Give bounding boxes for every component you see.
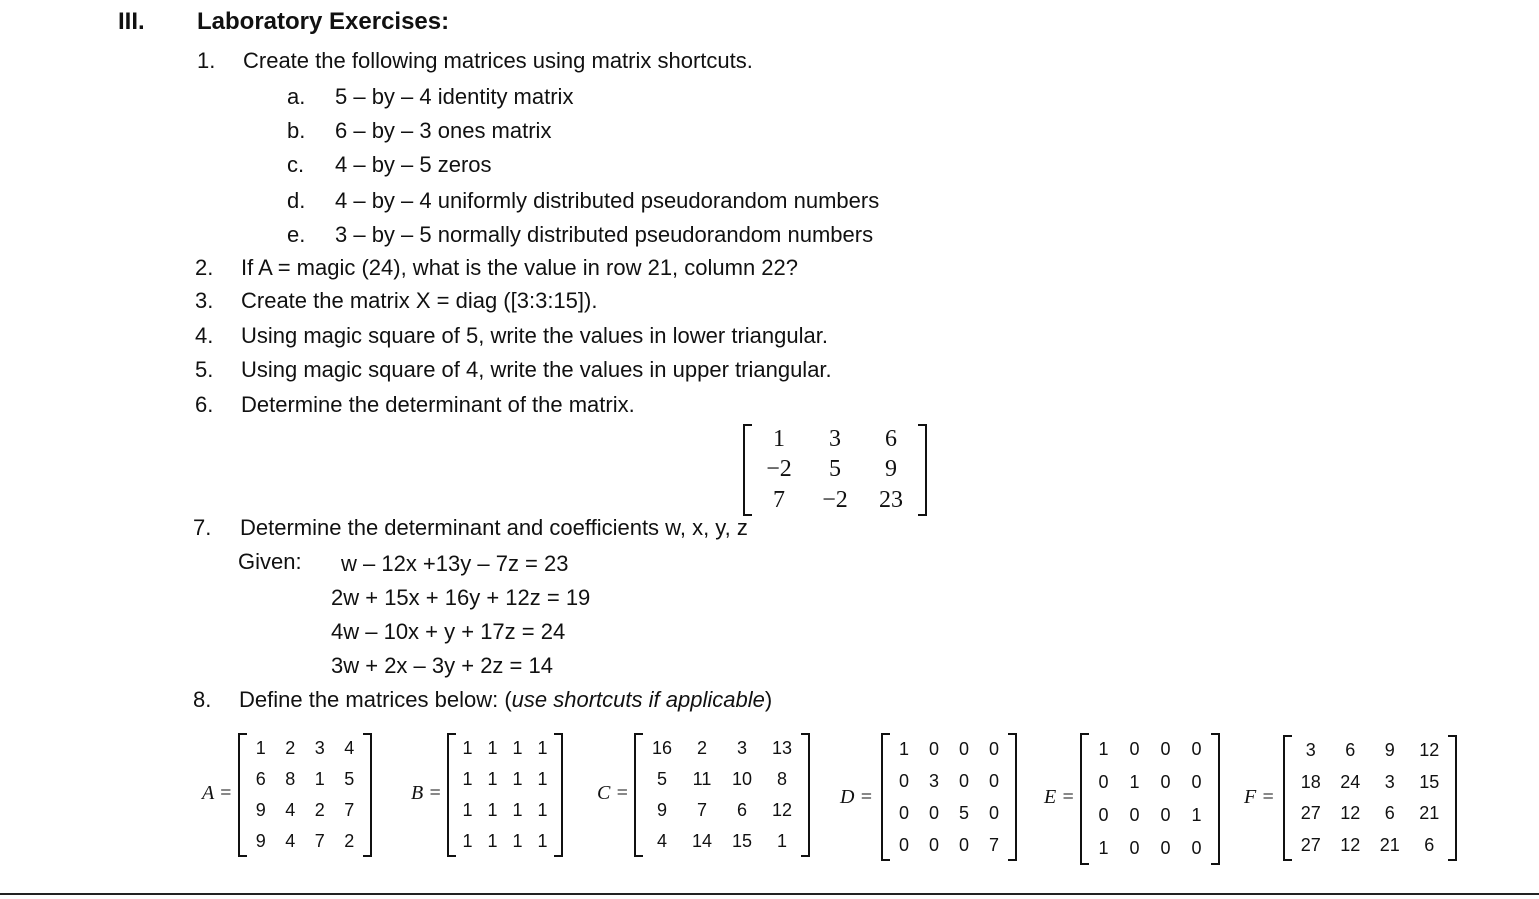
matrix-d	[881, 733, 1017, 861]
matrix-cell: 3	[1384, 771, 1395, 792]
bracket-corner	[1211, 733, 1218, 735]
item-2-text: If A = magic (24), what is the value in row 21, column 22?	[241, 255, 799, 280]
bracket-corner	[449, 855, 456, 857]
subitem-a-label: a.	[287, 84, 306, 109]
matrix-cell: 0	[1160, 772, 1171, 792]
item-8-text-main: Define the matrices below: (	[239, 687, 512, 712]
bracket-corner	[1285, 735, 1292, 737]
matrix-cell: 11	[692, 769, 712, 789]
bracket-corner	[745, 424, 752, 426]
matrix-cell: 7	[344, 800, 355, 820]
matrix-f-label: F =	[1244, 786, 1275, 808]
matrix-cell: 0	[1160, 805, 1171, 825]
bracket-corner	[363, 733, 370, 735]
item-7-text: Determine the determinant and coefficients w, x, y, z	[240, 515, 748, 540]
matrix-cell: 1	[512, 738, 523, 758]
bracket-corner	[1211, 863, 1218, 865]
subitem-c-label: c.	[287, 152, 305, 177]
matrix-cell: 0	[1191, 838, 1202, 858]
matrix-cell: 1	[512, 769, 523, 789]
matrix-c	[634, 733, 810, 857]
bracket-corner	[801, 855, 808, 857]
matrix-cell: −2	[766, 456, 792, 483]
item-1-text: Create the following matrices using matrix shortcuts.	[243, 48, 753, 73]
item-6-text: Determine the determinant of the matrix.	[241, 392, 635, 417]
matrix-cell: 1	[512, 831, 523, 851]
item-3-text: Create the matrix X = diag ([3:3:15]).	[241, 288, 598, 313]
matrix-cell: 1	[487, 738, 498, 758]
matrix-cell: 0	[1129, 805, 1140, 825]
matrix-cell: 1	[255, 738, 266, 758]
matrix-cell: 27	[1300, 803, 1321, 824]
matrix-cell: 5	[344, 769, 355, 789]
subitem-b-label: b.	[287, 118, 306, 143]
matrix-cell: 1	[537, 738, 548, 758]
matrix-cell: 3	[1305, 740, 1316, 761]
matrix-cell: 0	[928, 802, 939, 823]
matrix-cell: 2	[314, 800, 325, 820]
subitem-a-text: 5 – by – 4 identity matrix	[335, 84, 574, 109]
matrix-c-label: C =	[597, 782, 629, 804]
matrix-cell: 2	[285, 738, 296, 758]
matrix-cell: 6	[736, 800, 747, 820]
bracket-corner	[240, 855, 247, 857]
matrix-cell: 1	[487, 769, 498, 789]
matrix-cell: 23	[879, 487, 903, 514]
matrix-cell: 0	[1191, 772, 1202, 792]
bracket-corner	[918, 424, 925, 426]
matrix-cell: 7	[314, 831, 325, 851]
matrix-cell: 13	[771, 738, 793, 758]
equation-2: 2w + 15x + 16y + 12z = 19	[331, 585, 591, 610]
matrix-cell: 2	[696, 738, 707, 758]
matrix-cell: 4	[656, 831, 667, 851]
section-number: III.	[118, 8, 145, 35]
matrix-cell: 1	[898, 738, 909, 759]
matrix-cell: 1	[462, 769, 473, 789]
matrix-cell: 0	[1129, 838, 1140, 858]
bottom-rule	[0, 893, 1539, 895]
matrix-cell: 0	[958, 834, 969, 855]
section-title: Laboratory Exercises:	[197, 8, 450, 35]
matrix-b-label: B =	[411, 782, 442, 804]
subitem-d-text: 4 – by – 4 uniformly distributed pseudorandom numbers	[335, 188, 880, 213]
matrix-cell: 27	[1300, 834, 1321, 855]
equation-4: 3w + 2x – 3y + 2z = 14	[331, 653, 553, 678]
matrix-cell: 1	[462, 800, 473, 820]
item-8-text	[239, 687, 772, 713]
matrix-cell: 0	[898, 770, 909, 791]
matrix-cell: 0	[898, 834, 909, 855]
matrix-cell: 9	[1384, 740, 1395, 761]
matrix-cell: 0	[1160, 739, 1171, 759]
item-2-number: 2.	[195, 255, 214, 280]
matrix-cell: −2	[822, 487, 848, 514]
equation-3: 4w – 10x + y + 17z = 24	[331, 619, 566, 644]
bracket-corner	[363, 855, 370, 857]
matrix-cell: 1	[462, 738, 473, 758]
matrix-cell: 1	[1098, 838, 1109, 858]
matrix-cell: 8	[285, 769, 296, 789]
matrix-cell: 6	[1345, 740, 1356, 761]
given-label: Given:	[238, 549, 302, 574]
bracket-corner	[1448, 859, 1455, 861]
matrix-cell: 24	[1340, 771, 1361, 792]
subitem-e-text: 3 – by – 5 normally distributed pseudorandom numbers	[335, 222, 874, 247]
matrix-cell: 1	[1098, 739, 1109, 759]
matrix-d-label: D =	[840, 786, 873, 808]
item-8-text-close: )	[764, 687, 773, 712]
subitem-e-label: e.	[287, 222, 306, 247]
item-1-number: 1.	[197, 48, 216, 73]
matrix-cell: 21	[1379, 834, 1400, 855]
matrix-cell: 0	[1129, 739, 1140, 759]
item-5-number: 5.	[195, 357, 214, 382]
matrix-cell: 18	[1300, 771, 1321, 792]
matrix-cell: 1	[462, 831, 473, 851]
matrix-cell: 15	[1419, 771, 1440, 792]
matrix-cell: 3	[829, 425, 841, 452]
bracket-corner	[801, 733, 808, 735]
matrix-cell: 1	[773, 425, 785, 452]
matrix-cell: 7	[988, 834, 999, 855]
matrix-f	[1283, 735, 1457, 861]
matrix-cell: 0	[958, 770, 969, 791]
matrix-cell: 0	[1098, 805, 1109, 825]
matrix-cell: 12	[1419, 740, 1440, 761]
bracket-corner	[1082, 733, 1089, 735]
subitem-d-label: d.	[287, 188, 306, 213]
matrix-cell: 9	[885, 456, 897, 483]
item-8-number: 8.	[193, 687, 212, 712]
matrix-cell: 6	[885, 425, 897, 452]
matrix-cell: 1	[1191, 805, 1202, 825]
matrix-a	[238, 733, 372, 857]
matrix-cell: 1	[776, 831, 787, 851]
matrix-cell: 14	[691, 831, 713, 851]
item-4-text: Using magic square of 5, write the values in lower triangular.	[241, 323, 828, 348]
matrix-b	[447, 733, 563, 857]
bracket-corner	[636, 733, 643, 735]
matrix-cell: 9	[255, 831, 266, 851]
bracket-corner	[449, 733, 456, 735]
bracket-corner	[554, 855, 561, 857]
determinant-matrix	[743, 424, 927, 516]
bracket-corner	[883, 733, 890, 735]
matrix-cell: 0	[1191, 739, 1202, 759]
bracket-corner	[918, 514, 925, 516]
matrix-cell: 0	[988, 738, 999, 759]
matrix-cell: 1	[487, 800, 498, 820]
matrix-cell: 1	[537, 831, 548, 851]
matrix-cell: 8	[776, 769, 787, 789]
matrix-cell: 12	[771, 800, 793, 820]
item-3-number: 3.	[195, 288, 214, 313]
bracket-corner	[1082, 863, 1089, 865]
bracket-corner	[883, 859, 890, 861]
matrix-cell: 0	[1160, 838, 1171, 858]
matrix-cell: 5	[958, 802, 969, 823]
bracket-corner	[1008, 733, 1015, 735]
matrix-cell: 3	[736, 738, 747, 758]
matrix-cell: 7	[696, 800, 707, 820]
matrix-cell: 0	[928, 738, 939, 759]
matrix-cell: 1	[1129, 772, 1140, 792]
matrix-cell: 2	[344, 831, 355, 851]
bracket-corner	[1285, 859, 1292, 861]
item-7-number: 7.	[193, 515, 212, 540]
matrix-cell: 5	[656, 769, 667, 789]
matrix-cell: 6	[1424, 834, 1435, 855]
matrix-cell: 1	[512, 800, 523, 820]
item-5-text: Using magic square of 4, write the values in upper triangular.	[241, 357, 832, 382]
bracket-corner	[240, 733, 247, 735]
matrix-cell: 4	[344, 738, 355, 758]
matrix-cell: 1	[314, 769, 325, 789]
matrix-cell: 0	[1098, 772, 1109, 792]
item-6-number: 6.	[195, 392, 214, 417]
item-4-number: 4.	[195, 323, 214, 348]
matrix-cell: 0	[988, 770, 999, 791]
matrix-cell: 15	[731, 831, 753, 851]
bracket-corner	[1448, 735, 1455, 737]
matrix-cell: 1	[487, 831, 498, 851]
matrix-a-label: A =	[202, 782, 233, 804]
matrix-cell: 0	[988, 802, 999, 823]
equation-1: w – 12x +13y – 7z = 23	[341, 551, 569, 576]
bracket-corner	[636, 855, 643, 857]
matrix-e	[1080, 733, 1220, 865]
matrix-e-label: E =	[1044, 786, 1075, 808]
bracket-corner	[554, 733, 561, 735]
matrix-cell: 0	[928, 834, 939, 855]
matrix-cell: 0	[958, 738, 969, 759]
matrix-cell: 6	[1384, 803, 1395, 824]
matrix-cell: 6	[255, 769, 266, 789]
subitem-c-text: 4 – by – 5 zeros	[335, 152, 492, 177]
matrix-cell: 3	[928, 770, 939, 791]
matrix-cell: 1	[537, 769, 548, 789]
matrix-cell: 5	[829, 456, 841, 483]
matrix-cell: 7	[773, 487, 785, 514]
matrix-cell: 4	[285, 831, 296, 851]
matrix-cell: 12	[1340, 834, 1361, 855]
matrix-cell: 16	[651, 738, 673, 758]
item-8-text-italic: use shortcuts if applicable	[511, 687, 765, 712]
matrix-cell: 10	[731, 769, 753, 789]
matrix-cell: 21	[1419, 803, 1440, 824]
matrix-cell: 1	[537, 800, 548, 820]
matrix-cell: 12	[1340, 803, 1361, 824]
matrix-cell: 9	[255, 800, 266, 820]
bracket-corner	[1008, 859, 1015, 861]
matrix-cell: 3	[314, 738, 325, 758]
matrix-cell: 9	[656, 800, 667, 820]
matrix-cell: 0	[898, 802, 909, 823]
subitem-b-text: 6 – by – 3 ones matrix	[335, 118, 552, 143]
matrix-cell: 4	[285, 800, 296, 820]
